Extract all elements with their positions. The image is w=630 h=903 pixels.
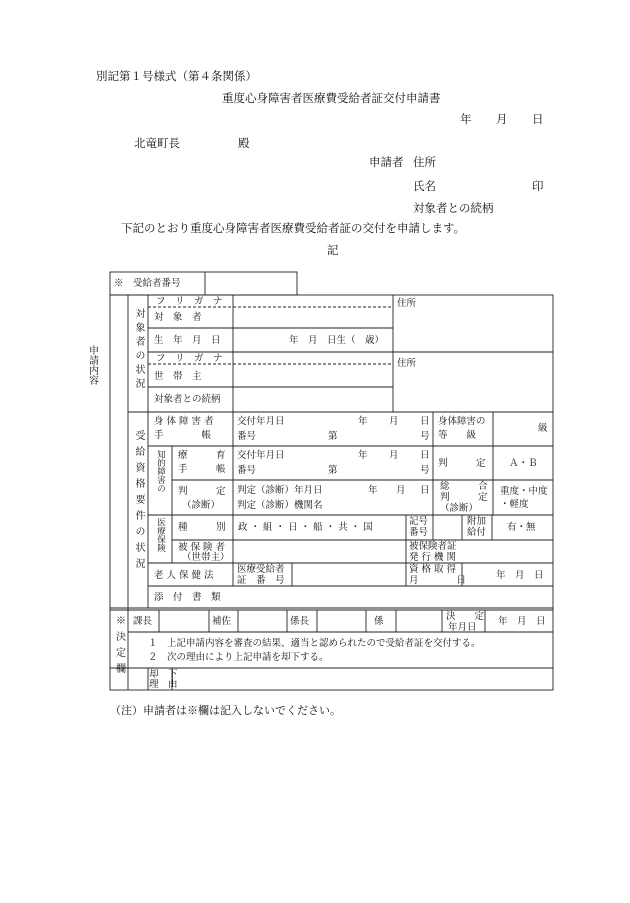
intellectual-text: 知的障害の: [155, 450, 166, 493]
subject-address-label: 住所: [397, 298, 417, 309]
overall-label-2: 判 定: [440, 492, 488, 503]
ab-value: Ａ・Ｂ: [509, 458, 538, 469]
reject-label-1: 却 下: [149, 669, 178, 680]
honorific: 殿: [238, 136, 250, 150]
go-label: 号: [420, 431, 430, 442]
decision-line-2: ２ 次の理由により上記申請を却下する。: [148, 652, 329, 663]
dai-label: 第: [328, 431, 338, 442]
ki-label: 記: [327, 243, 339, 257]
judge-day: 日: [420, 485, 430, 496]
recipient-number-label: ※ 受給者番号: [114, 278, 181, 289]
dob-label: 生 年 月 日: [154, 335, 221, 346]
household-address-label: 住所: [397, 358, 417, 369]
medical-insurance-label: [148, 518, 172, 552]
disability-grade-label-1: 身体障害の: [438, 416, 486, 427]
overall-label-3: （診断）: [440, 503, 479, 514]
disability-book-label-2: 手 帳: [154, 430, 212, 441]
hantei-diag-label-1: 判 定: [178, 486, 226, 497]
grade-suffix: 級: [538, 423, 548, 434]
severity-value-1: 重度・中度: [500, 486, 548, 497]
ryoiku-month: 月: [389, 450, 399, 461]
dob-value: 年 月 日生（ 歳）: [289, 335, 385, 346]
ryoiku-label-1: 療 育: [178, 450, 226, 461]
issue-month: 月: [389, 416, 399, 427]
judge-month: 月: [396, 485, 406, 496]
severity-value-2: ・軽度: [500, 499, 529, 510]
med-recipient-label-1: 医療受給者: [237, 564, 285, 575]
date-month: 月: [496, 112, 508, 126]
hosa-label: 補佐: [212, 616, 232, 627]
judge-year: 年: [368, 485, 378, 496]
subject-label: 対 象 者: [154, 312, 202, 323]
medical-insurance-text: 医療保険: [155, 518, 166, 552]
decision-date-value: 年 月 日: [498, 616, 546, 627]
reject-label-2: 理 由: [149, 679, 178, 690]
footnote: （注）申請者は※欄は記入しないでください。: [110, 704, 341, 717]
qual-date-label-2: 月 日: [409, 575, 467, 586]
insured-label-2: （世帯主）: [182, 552, 230, 563]
seal-label: 印: [532, 179, 544, 193]
furigana-label: フ リ ガ ナ: [156, 296, 223, 307]
addl-label-2: 給付: [467, 527, 487, 538]
elderly-law-label: 老 人 保 健 法: [154, 570, 214, 581]
furigana-label-2: フ リ ガ ナ: [156, 353, 223, 364]
date-year: 年: [460, 112, 472, 126]
page-title: 重度心身障害者医療費受給者証交付申請書: [222, 91, 441, 105]
kakari-label: 係: [374, 616, 384, 627]
recipient-number-field[interactable]: [206, 273, 296, 294]
decision-section-text: ※決定欄: [113, 615, 125, 679]
hantei-diag-label-2: （診断）: [182, 500, 221, 511]
yes-no-value: 有・無: [507, 522, 536, 533]
symbol-number-label-1: 記号: [409, 516, 429, 527]
ryoiku-year: 年: [358, 450, 368, 461]
intellectual-label: [148, 450, 172, 493]
eligibility-status-label: [128, 430, 148, 574]
decision-section-label: [110, 615, 128, 679]
statement: 下記のとおり重度心身障害者医療費受給者証の交付を申請します。: [121, 221, 466, 235]
date-day: 日: [532, 112, 544, 126]
applicant-name-label: 氏名: [413, 179, 436, 193]
hantei-label: 判 定: [438, 458, 486, 469]
disability-grade-label-2: 等 級: [438, 430, 477, 441]
addl-label-1: 附加: [467, 516, 487, 527]
relation-label: 対象者との続柄: [154, 394, 221, 405]
ryoiku-dai: 第: [328, 465, 338, 476]
section-application-label: [86, 345, 128, 385]
ryoiku-day: 日: [420, 450, 430, 461]
judge-date-label: 判定（診断）年月日: [237, 485, 323, 496]
ryoiku-go: 号: [420, 465, 430, 476]
symbol-number-label-2: 番号: [409, 527, 429, 538]
decision-date-label-1: 決 定: [446, 611, 485, 622]
qual-date-value: 年 月 日: [496, 570, 544, 581]
form-reference: 別記第１号様式（第４条関係）: [96, 69, 257, 83]
head-of-household-label: 世 帯 主: [154, 371, 202, 382]
subject-status-label: [128, 308, 148, 392]
insured-issuer-label-2: 発 行 機 関: [409, 552, 457, 563]
disability-book-label-1: 身 体 障 害 者: [154, 416, 214, 427]
kind-options: 政 ・ 組 ・ 日 ・ 船 ・ 共 ・ 国: [238, 522, 373, 533]
issue-day: 日: [420, 416, 430, 427]
section-application-text: 申請内容: [86, 345, 98, 385]
ryoiku-number-label: 番号: [237, 465, 257, 476]
insured-label-1: 被 保 険 者: [178, 542, 226, 553]
applicant-label: 申請者: [369, 155, 404, 169]
overall-label-1: 総 合: [440, 481, 488, 492]
ryoiku-label-2: 手 帳: [178, 464, 226, 475]
kakaricho-label: 係長: [290, 616, 310, 627]
judge-org-label: 判定（診断）機関名: [237, 500, 323, 511]
issue-date-label: 交付年月日: [237, 416, 285, 427]
applicant-relation-label: 対象者との続柄: [413, 201, 494, 215]
addressee: 北竜町長: [134, 136, 180, 150]
attachments-label: 添 付 書 類: [154, 592, 221, 603]
decision-date-label-2: 年月日: [448, 622, 477, 633]
number-label: 番号: [237, 431, 257, 442]
subject-status-text: 対象者の状況: [133, 308, 144, 392]
ryoiku-issue-label: 交付年月日: [237, 450, 285, 461]
insured-issuer-label-1: 被保険者証: [409, 541, 457, 552]
eligibility-status-text: 受給資格要件の状況: [133, 430, 144, 574]
kind-label: 種 別: [178, 522, 226, 533]
decision-line-1: １ 上記申請内容を審査の結果、適当と認められたので受給者証を交付する。: [148, 638, 481, 649]
applicant-address-label: 住所: [413, 155, 436, 169]
qual-date-label-1: 資 格 取 得: [409, 564, 457, 575]
issue-year: 年: [358, 416, 368, 427]
med-recipient-label-2: 証 番 号: [237, 575, 285, 586]
kacho-label: 課長: [133, 616, 153, 627]
